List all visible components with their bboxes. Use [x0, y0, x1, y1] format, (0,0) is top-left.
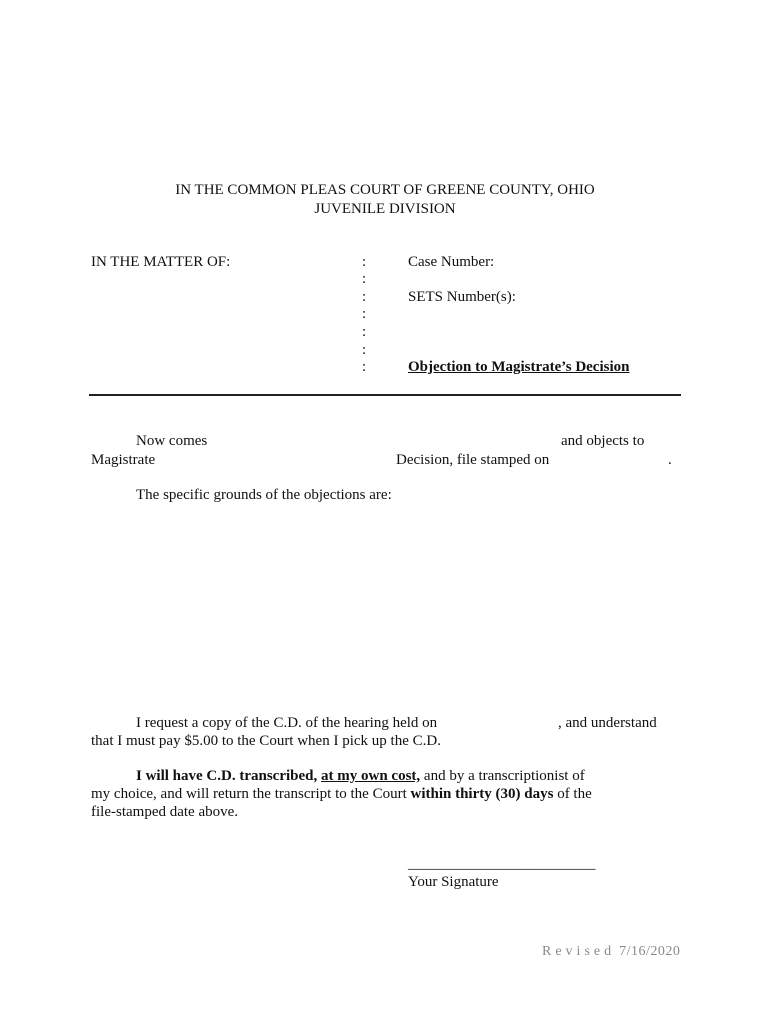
caption-divider [89, 394, 681, 396]
document-title: Objection to Magistrate’s Decision [408, 359, 630, 375]
objects-to-text: and objects to [561, 433, 645, 449]
now-comes-text: Now comes [136, 433, 208, 449]
signature-label: Your Signature [408, 874, 499, 890]
my-choice-text: my choice, and will return the transcript to the Court [91, 786, 411, 802]
revised-footer [542, 943, 680, 961]
request-copy-text: I request a copy of the C.D. of the hearing held on [136, 715, 438, 731]
transcription-line-2 [91, 785, 592, 803]
must-pay-text: that I must pay $5.00 to the Court when I pick up the C.D. [91, 733, 441, 749]
caption-colon: : [362, 359, 367, 375]
transcription-line-1 [136, 767, 585, 785]
matter-label: IN THE MATTER OF: [91, 254, 231, 270]
revised-date: 7/16/2020 [619, 944, 681, 959]
period-text: . [668, 452, 672, 468]
case-number-label: Case Number: [408, 254, 495, 270]
within-days-text: within thirty (30) days [410, 786, 554, 802]
grounds-text: The specific grounds of the objections are: [136, 487, 392, 503]
caption-colon: : [362, 324, 367, 340]
transcriptionist-text: and by a transcriptionist of [420, 768, 585, 784]
division-heading: JUVENILE DIVISION [314, 201, 456, 217]
own-cost-text: at my own cost, [321, 768, 421, 784]
caption-colon: : [362, 289, 367, 305]
signature-line: _________________________ [408, 856, 596, 872]
caption-colon: : [362, 254, 367, 270]
file-stamped-date-text: file-stamped date above. [91, 804, 239, 820]
caption-colon: : [362, 271, 367, 287]
decision-stamped-text: Decision, file stamped on [396, 452, 550, 468]
sets-number-label: SETS Number(s): [408, 289, 516, 305]
court-heading: IN THE COMMON PLEAS COURT OF GREENE COUNTY, OHIO [175, 182, 595, 198]
transcribe-bold-text: I will have C.D. transcribed, [136, 768, 318, 784]
of-the-text: of the [553, 786, 592, 802]
and-understand-text: , and understand [558, 715, 657, 731]
caption-colon: : [362, 342, 367, 358]
caption-colon: : [362, 306, 367, 322]
magistrate-text: Magistrate [91, 452, 156, 468]
revised-word: Revised [542, 944, 616, 959]
